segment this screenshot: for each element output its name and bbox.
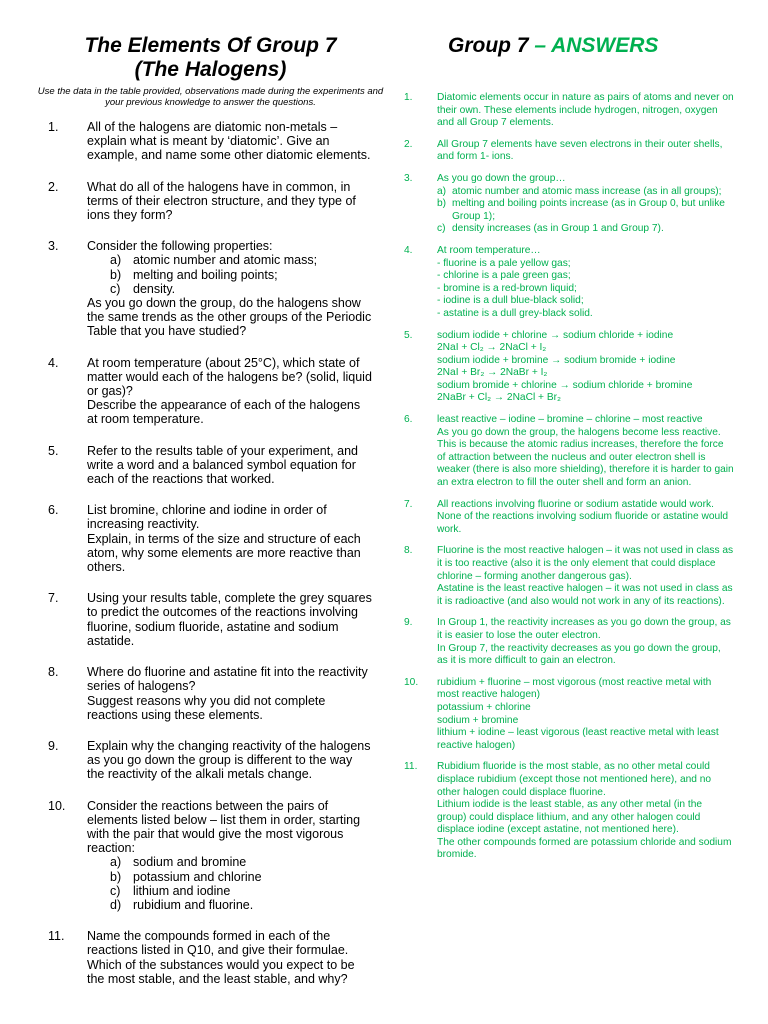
answer-text: Fluorine is the most reactive halogen – it was not used in class as it is too reactive (also it is the only element that could displace chlorine – forming another dangerous gas). <box>437 545 734 582</box>
question-body <box>87 356 373 427</box>
sub-text: atomic number and atomic mass; <box>133 253 318 268</box>
answer-text: Diatomic elements occur in nature as pairs of atoms and never on their own. These elements include hydrogen, nitrogen, oxygen and all Group 7 elements. <box>437 92 734 129</box>
sub-item <box>110 855 373 869</box>
title-line-2: (The Halogens) <box>134 58 287 81</box>
answer-text: In Group 1, the reactivity increases as you go down the group, as it is easier to lose the outer electron. <box>437 617 731 641</box>
sub-letter: c) <box>110 883 121 898</box>
question-number: 2. <box>48 179 59 194</box>
question-text: Explain why the changing reactivity of the halogens as you go down the group is different to the way the reactivity of the alkali metals change. <box>87 738 371 782</box>
answer-body <box>437 414 734 490</box>
question-item <box>48 503 373 574</box>
sub-text: potassium and chlorine <box>133 869 262 884</box>
answer-text: - astatine is a dull grey-black solid. <box>437 307 593 319</box>
answer-number: 11. <box>404 761 418 773</box>
answer-number: 9. <box>404 617 413 629</box>
answer-number: 3. <box>404 172 413 184</box>
answer-text: All Group 7 elements have seven electrons in their outer shells, and form 1- ions. <box>437 138 723 163</box>
question-number: 4. <box>48 355 59 370</box>
question-text: At room temperature (about 25°C), which state of matter would each of the halogens be? (solid, liquid or gas)? <box>87 355 372 399</box>
answer-sub-letter: a) <box>437 185 447 197</box>
answer-body <box>437 245 734 321</box>
question-body <box>87 739 373 782</box>
question-body <box>87 239 373 338</box>
sub-letter: b) <box>110 267 122 282</box>
answers-title <box>448 34 734 58</box>
answer-text: 2NaI + Cl₂ → 2NaCl + I₂ <box>437 342 547 354</box>
answer-item <box>404 92 734 130</box>
question-text: List bromine, chlorine and iodine in order of increasing reactivity. <box>87 503 327 532</box>
question-item <box>48 799 373 913</box>
answer-sub-letter: b) <box>437 198 447 210</box>
answer-text: sodium bromide + chlorine → sodium chloride + bromine <box>437 379 693 391</box>
answer-number: 2. <box>404 138 413 150</box>
answer-body <box>437 330 734 406</box>
answer-number: 4. <box>404 244 413 256</box>
question-text: All of the halogens are diatomic non-metals – explain what is meant by ‘diatomic’. Give an example, and name some other diatomic elements. <box>87 120 371 163</box>
sub-text: sodium and bromine <box>133 855 247 870</box>
answer-body <box>437 677 734 753</box>
question-item <box>48 739 373 782</box>
question-body <box>87 444 373 487</box>
answer-item <box>404 761 734 862</box>
question-text: As you go down the group, do the halogens show the same trends as the other groups of the Periodic Table that you have studied? <box>87 296 372 339</box>
question-text: Consider the reactions between the pairs of elements listed below – list them in order, starting with the pair that would give the most vigorous reaction: <box>87 798 361 856</box>
question-item <box>48 356 373 427</box>
sub-item <box>110 898 373 912</box>
question-number: 6. <box>48 503 59 518</box>
sub-letter: d) <box>110 897 122 912</box>
question-body <box>87 120 373 163</box>
answer-sub-text: density increases (as in Group 1 and Group 7). <box>452 223 664 235</box>
question-item <box>48 239 373 338</box>
answer-number: 8. <box>404 545 413 557</box>
answer-text: In Group 7, the reactivity decreases as you go down the group, as it is more difficult to gain an electron. <box>437 642 721 667</box>
instructions: Use the data in the table provided, observations made during the experiments and your previous knowledge to answer the questions. <box>37 86 384 108</box>
answer-text: The other compounds formed are potassium chloride and sodium bromide. <box>437 836 732 861</box>
answer-text: rubidium + fluorine – most vigorous (most reactive metal with most reactive halogen) <box>437 676 712 701</box>
answer-sub-text: atomic number and atomic mass increase (as in all groups); <box>452 185 722 197</box>
sub-item <box>110 870 373 884</box>
answer-body <box>437 139 734 164</box>
answer-text: Astatine is the least reactive halogen – it was not used in class as it is radioactive (and also would not work in any of its reactions). <box>437 583 733 607</box>
answer-body <box>437 545 734 608</box>
answer-text: sodium iodide + bromine → sodium bromide + iodine <box>437 354 676 366</box>
sub-text: density. <box>133 281 176 296</box>
answer-text: least reactive – iodine – bromine – chlorine – most reactive <box>437 414 703 426</box>
question-item <box>48 665 373 722</box>
question-body <box>87 929 373 986</box>
answer-body <box>437 617 734 667</box>
answer-text: All reactions involving fluorine or sodium astatide would work. <box>437 498 714 510</box>
question-text: Using your results table, complete the grey squares to predict the outcomes of the reactions involving fluorine, sodium fluoride, astatine and sodium astatide. <box>87 591 372 648</box>
question-text: Refer to the results table of your experiment, and write a word and a balanced symbol equation for each of the reactions that worked. <box>87 443 358 487</box>
sub-letter: a) <box>110 253 122 268</box>
answer-body <box>437 92 734 130</box>
answer-sub-item <box>437 223 734 236</box>
answer-number: 7. <box>404 498 413 510</box>
question-number: 3. <box>48 239 59 254</box>
answer-number: 5. <box>404 329 413 341</box>
question-text: Suggest reasons why you did not complete reactions using these elements. <box>87 693 326 722</box>
answer-item <box>404 330 734 406</box>
answer-text: lithium + iodine – least vigorous (least reactive metal with least reactive halogen) <box>437 727 719 751</box>
answer-text: Lithium iodide is the least stable, as any other metal (in the group) could displace lithium, and any other halogen could displace iodine (except astatine, not mentioned here). <box>437 799 703 836</box>
question-number: 11. <box>48 929 65 944</box>
question-item <box>48 180 373 223</box>
question-body <box>87 591 373 648</box>
question-text: What do all of the halogens have in common, in terms of their electron structure, and they type of ions they form? <box>87 179 356 223</box>
sub-letter: b) <box>110 869 122 884</box>
question-number: 10. <box>48 798 66 813</box>
questions-column <box>37 34 384 986</box>
answer-sub-item <box>437 198 734 223</box>
answer-text: 2NaBr + Cl₂ → 2NaCl + Br₂ <box>437 392 561 404</box>
answer-body <box>437 761 734 862</box>
answer-sub-item <box>437 186 734 199</box>
answer-text: 2NaI + Br₂ → 2NaBr + I₂ <box>437 367 548 379</box>
sub-letter: c) <box>110 281 121 296</box>
question-number: 8. <box>48 665 59 680</box>
question-body <box>87 180 373 223</box>
answer-text: - iodine is a dull blue-black solid; <box>437 295 584 307</box>
question-list <box>48 120 373 986</box>
question-text: Name the compounds formed in each of the reactions listed in Q10, and give their formulae. Which of the substances would you expect to be the most stable, and the least stable, and why? <box>87 929 355 986</box>
question-body <box>87 665 373 722</box>
question-item <box>48 929 373 986</box>
answer-item <box>404 139 734 164</box>
answer-item <box>404 245 734 321</box>
answer-text: - chlorine is a pale green gas; <box>437 270 571 282</box>
answer-number: 6. <box>404 414 413 426</box>
answer-number: 1. <box>404 92 413 103</box>
answer-item <box>404 677 734 753</box>
question-body <box>87 799 373 913</box>
answer-item <box>404 173 734 236</box>
answers-column <box>404 34 734 862</box>
answer-text: sodium + bromine <box>437 714 519 726</box>
question-number: 5. <box>48 443 59 458</box>
answer-list <box>404 92 734 862</box>
question-item <box>48 444 373 487</box>
answers-title-black: Group 7 <box>448 34 529 57</box>
question-text: Explain, in terms of the size and structure of each atom, why some elements are more reactive than others. <box>87 531 361 575</box>
answers-title-green: – ANSWERS <box>534 34 659 57</box>
answer-text: At room temperature… <box>437 244 541 256</box>
question-number: 9. <box>48 738 59 753</box>
question-number: 1. <box>48 120 59 134</box>
sub-item <box>110 253 373 267</box>
question-item <box>48 591 373 648</box>
answer-text: potassium + chlorine <box>437 701 531 713</box>
answer-text: - bromine is a red-brown liquid; <box>437 282 577 294</box>
answer-text: Rubidium fluoride is the most stable, as no other metal could displace rubidium (except those not mentioned here), and no other halogen could displace fluorine. <box>437 761 712 798</box>
answer-body <box>437 499 734 537</box>
answer-body <box>437 173 734 236</box>
answer-item <box>404 545 734 608</box>
sub-letter: a) <box>110 855 122 870</box>
answer-text: sodium iodide + chlorine → sodium chloride + iodine <box>437 329 674 341</box>
sub-item <box>110 268 373 282</box>
sub-text: rubidium and fluorine. <box>133 897 254 912</box>
sub-item <box>110 884 373 898</box>
title-line-1: The Elements Of Group 7 <box>84 34 337 57</box>
answer-item <box>404 617 734 667</box>
question-text: Where do fluorine and astatine fit into the reactivity series of halogens? <box>87 665 368 694</box>
answer-text: - fluorine is a pale yellow gas; <box>437 257 571 269</box>
answer-number: 10. <box>404 676 419 688</box>
sub-text: melting and boiling points; <box>133 267 278 282</box>
sub-item <box>110 282 373 296</box>
answer-sub-text: melting and boiling points increase (as in Group 0, but unlike Group 1); <box>452 198 725 222</box>
answer-sub-letter: c) <box>437 223 446 235</box>
question-text: Describe the appearance of each of the halogens at room temperature. <box>87 398 361 427</box>
answer-item <box>404 499 734 537</box>
sub-text: lithium and iodine <box>133 883 231 898</box>
answer-text: None of the reactions involving sodium fluoride or astatine would work. <box>437 511 729 535</box>
question-body <box>87 503 373 574</box>
answer-item <box>404 414 734 490</box>
answer-text: As you go down the group, the halogens become less reactive. This is because the atomic radius increases, therefore the force of attraction between the nucleus and outer electron shell is weaker (there is also more shielding), therefore it is harder to gain an extra electron to fill the outer shell and form an anion. <box>437 426 734 489</box>
question-text: Consider the following properties: <box>87 239 273 254</box>
worksheet-title <box>48 34 373 82</box>
answer-text: As you go down the group… <box>437 172 566 184</box>
question-item <box>48 120 373 163</box>
question-number: 7. <box>48 591 59 606</box>
